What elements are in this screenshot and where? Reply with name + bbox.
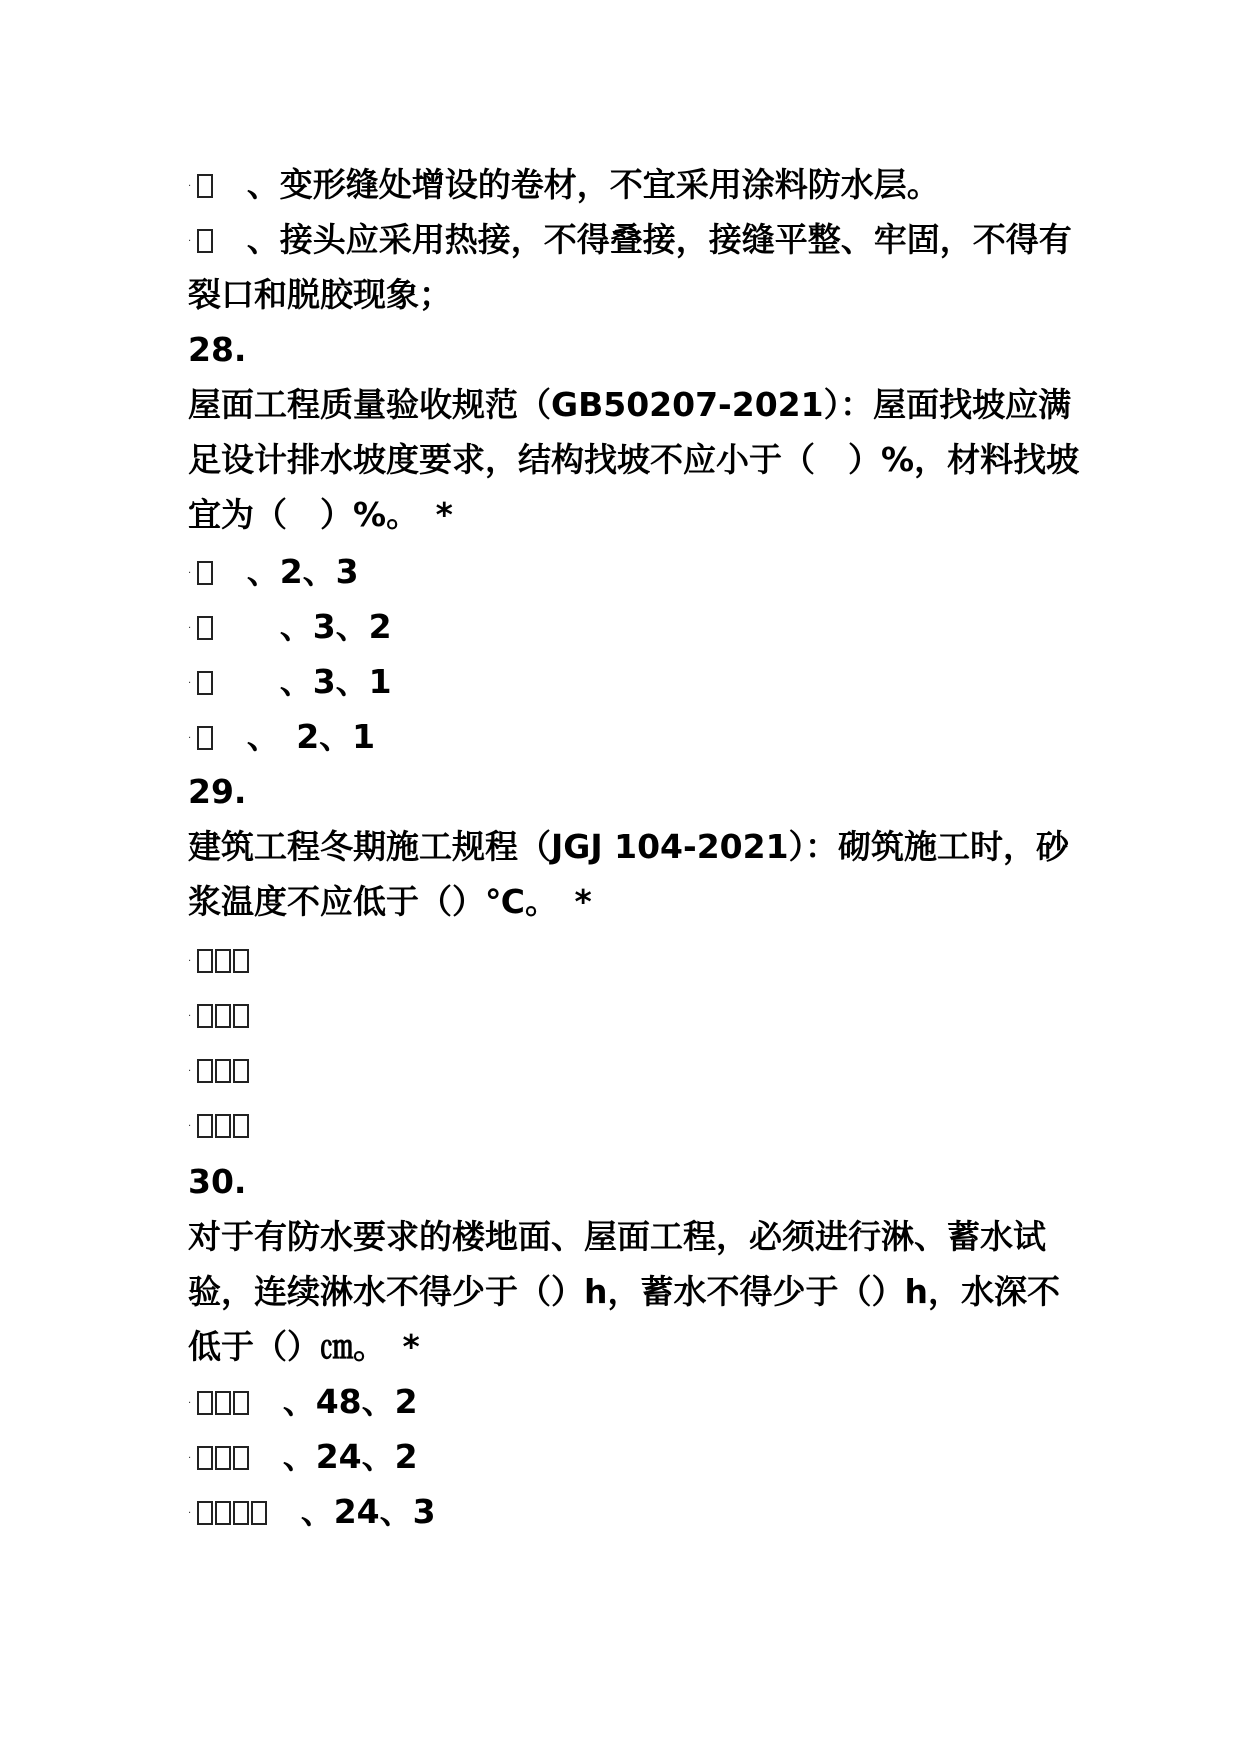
missing-glyph-icon	[215, 1004, 231, 1028]
bullet-dot: ·	[188, 1397, 192, 1409]
question-text: 建筑工程冬期施工规程（JGJ 104-2021）：砌筑施工时，砂	[188, 827, 1070, 866]
missing-glyph-icon	[233, 1004, 249, 1028]
option-line	[188, 662, 392, 704]
question-text: 低于（）㎝。 *	[188, 1327, 420, 1366]
missing-glyph-icon	[197, 671, 213, 695]
bullet-dot: ·	[188, 180, 192, 192]
bullet-dot: ·	[188, 1452, 192, 1464]
bullet-dot: ·	[188, 1010, 192, 1022]
bullet-dot: ·	[188, 1065, 192, 1077]
missing-glyph-icon	[197, 174, 213, 198]
missing-glyph-icon	[197, 726, 213, 750]
option-text: 、3、1	[246, 662, 392, 701]
question-number: 30.	[188, 1162, 247, 1201]
option-line	[188, 1437, 418, 1479]
bullet-dot: ·	[188, 622, 192, 634]
option-text: 、3、2	[246, 607, 392, 646]
missing-glyph-icon	[197, 229, 213, 253]
option-text: 、 2、1	[246, 717, 376, 756]
missing-glyph-icon	[233, 1391, 249, 1415]
missing-glyph-icon	[215, 1114, 231, 1138]
question-text: 验，连续淋水不得少于（）h，蓄水不得少于（）h，水深不	[188, 1272, 1060, 1311]
missing-glyph-icon	[197, 1059, 213, 1083]
bullet-dot: ·	[188, 677, 192, 689]
bullet-dot: ·	[188, 1507, 192, 1519]
question-text: 对于有防水要求的楼地面、屋面工程，必须进行淋、蓄水试	[188, 1217, 1046, 1256]
missing-glyph-icon	[197, 1446, 213, 1470]
missing-glyph-icon	[215, 1059, 231, 1083]
missing-glyph-icon	[251, 1501, 267, 1525]
missing-glyph-icon	[233, 1501, 249, 1525]
missing-glyph-icon	[197, 1501, 213, 1525]
option-line	[188, 995, 283, 1037]
missing-glyph-icon	[197, 616, 213, 640]
option-line	[188, 1492, 436, 1534]
option-text: 、2、3	[246, 552, 359, 591]
text-line: 裂口和脱胶现象；	[188, 275, 452, 314]
bullet-dot: ·	[188, 732, 192, 744]
option-line	[188, 165, 940, 207]
option-line	[188, 1050, 283, 1092]
question-number: 28.	[188, 330, 247, 369]
bullet-dot: ·	[188, 955, 192, 967]
option-line	[188, 220, 1072, 262]
question-text: 浆温度不应低于（）℃。 *	[188, 882, 592, 921]
missing-glyph-icon	[233, 1059, 249, 1083]
option-line	[188, 717, 375, 759]
bullet-dot: ·	[188, 1120, 192, 1132]
missing-glyph-icon	[197, 1004, 213, 1028]
question-text: 足设计排水坡度要求，结构找坡不应小于（ ）%，材料找坡	[188, 440, 1080, 479]
option-line	[188, 1105, 283, 1147]
option-text: 、接头应采用热接，不得叠接，接缝平整、牢固，不得有	[246, 220, 1072, 259]
question-number: 29.	[188, 772, 247, 811]
option-line	[188, 940, 283, 982]
bullet-dot: ·	[188, 567, 192, 579]
option-text: 、变形缝处增设的卷材，不宜采用涂料防水层。	[246, 165, 940, 204]
missing-glyph-icon	[215, 949, 231, 973]
option-text: 、24、2	[282, 1437, 418, 1476]
option-text: 、48、2	[282, 1382, 418, 1421]
missing-glyph-icon	[197, 1114, 213, 1138]
option-line	[188, 607, 392, 649]
option-text: 、24、3	[300, 1492, 436, 1531]
missing-glyph-icon	[215, 1501, 231, 1525]
missing-glyph-icon	[197, 1391, 213, 1415]
missing-glyph-icon	[197, 561, 213, 585]
missing-glyph-icon	[233, 1446, 249, 1470]
bullet-dot: ·	[188, 235, 192, 247]
missing-glyph-icon	[197, 949, 213, 973]
missing-glyph-icon	[233, 1114, 249, 1138]
option-line	[188, 1382, 418, 1424]
option-line	[188, 552, 359, 594]
missing-glyph-icon	[233, 949, 249, 973]
question-text: 屋面工程质量验收规范（GB50207-2021）：屋面找坡应满	[188, 385, 1072, 424]
missing-glyph-icon	[215, 1446, 231, 1470]
question-text: 宜为（ ）%。 *	[188, 495, 453, 534]
missing-glyph-icon	[215, 1391, 231, 1415]
